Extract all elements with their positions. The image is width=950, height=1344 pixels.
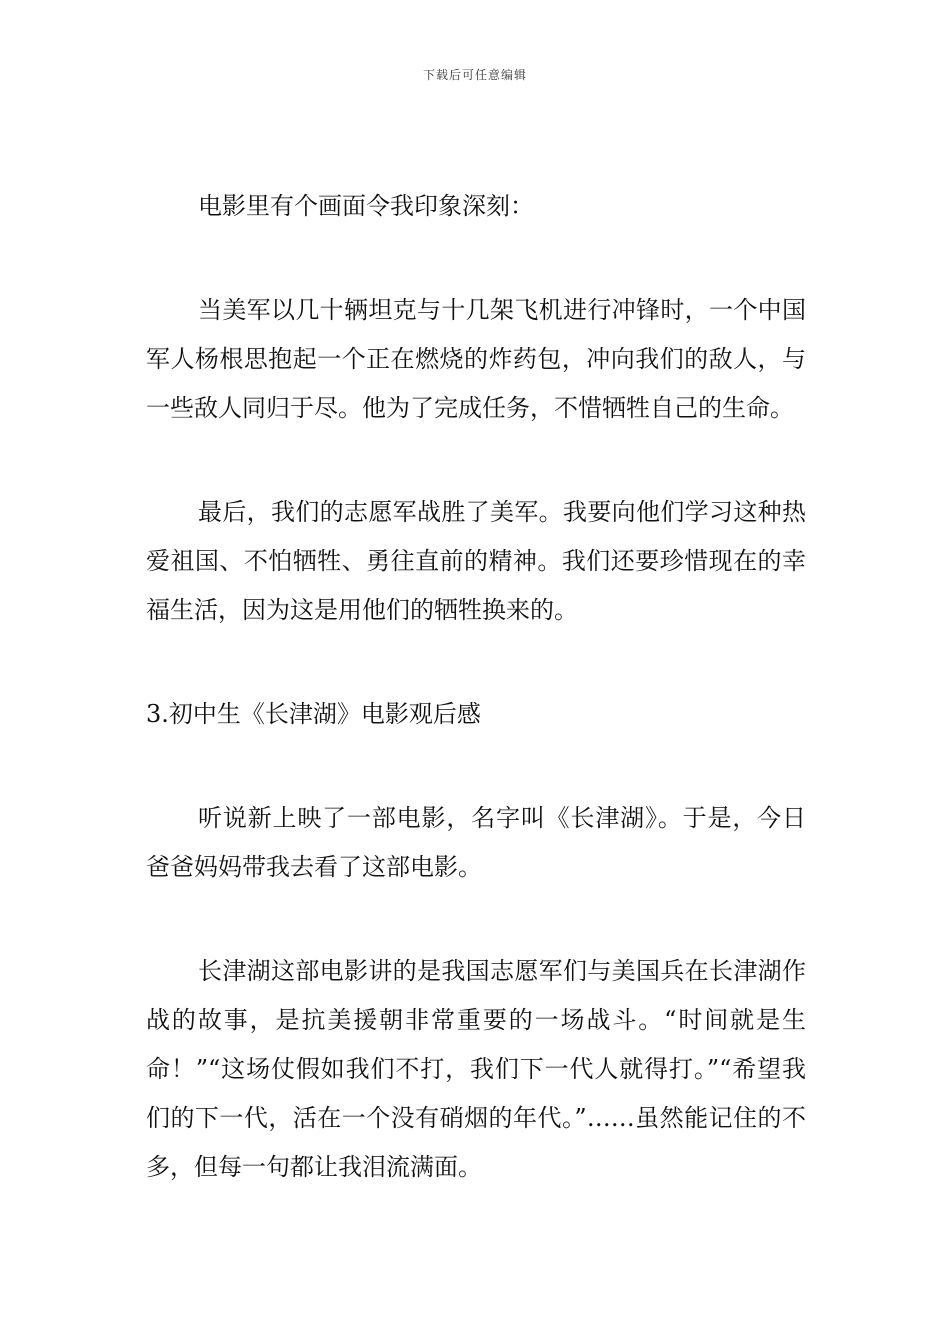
paragraph-new-movie: 听说新上映了一部电影，名字叫《长津湖》。于是，今日爸爸妈妈带我去看了这部电影。 xyxy=(146,804,806,881)
paragraph-victory: 最后，我们的志愿军战胜了美军。我要向他们学习这种热爱祖国、不怕牺牲、勇往直前的精神。我们还要珍惜现在的幸福生活，因为这是用他们的牺牲换来的。 xyxy=(146,498,806,624)
section-heading: 3.初中生《长津湖》电影观后感 xyxy=(146,700,481,728)
paragraph-impression: 电影里有个画面令我印象深刻： xyxy=(198,192,534,220)
page-header: 下载后可任意编辑 xyxy=(422,68,527,82)
paragraph-yang-gensi: 当美军以几十辆坦克与十几架飞机进行冲锋时，一个中国 军人杨根思抱起一个正在燃烧的炸药包，冲向我们的敌人，与一些敌人同归于尽。他为了完成任务，不惜牺牲自己的生命。 xyxy=(146,296,806,422)
paragraph-story: 长津湖这部电影讲的是我国志愿军们与美国兵在长津湖作战的故事，是抗美援朝非常重要的一场战斗。“时间就是生命！”“这场仗假如我们不打，我们下一代人就得打。”“希望我们的下一代，活在一个没有硝烟的年代。”……虽然能记住的不多，但每一句都让我泪流满面。 xyxy=(146,957,806,1181)
document-body xyxy=(146,182,806,1247)
